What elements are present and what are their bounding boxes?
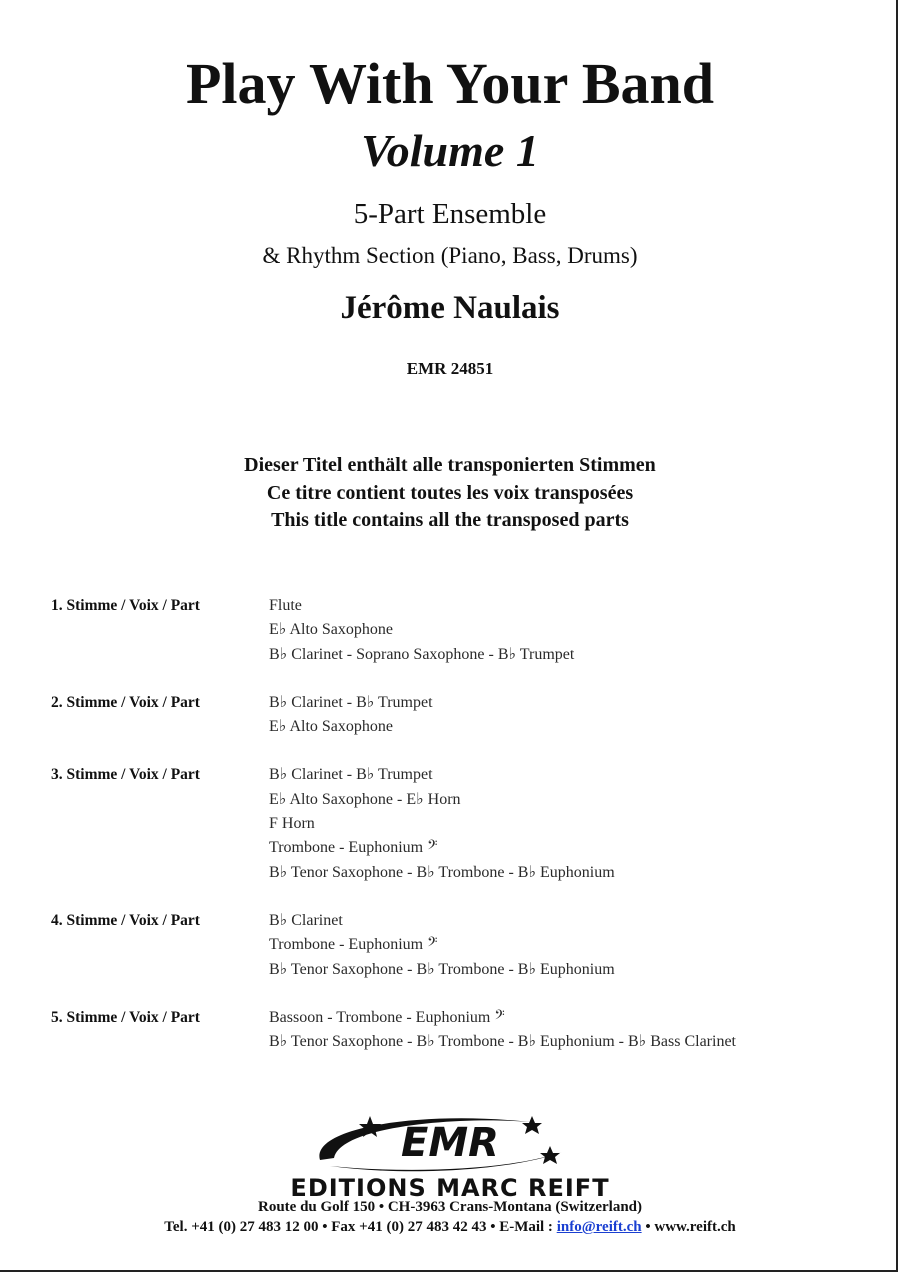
instrument-line: E♭ Alto Saxophone - E♭ Horn: [269, 790, 461, 808]
contact-phone-fax: Tel. +41 (0) 27 483 12 00 • Fax +41 (0) 27 483 42 43 • E-Mail :: [164, 1219, 557, 1235]
publisher-address: Route du Golf 150 • CH-3963 Crans-Montana (Switzerland): [258, 1199, 642, 1215]
contact-website: • www.reift.ch: [641, 1219, 736, 1235]
emr-logo: [300, 1108, 600, 1178]
instrument-line: B♭ Clarinet - B♭ Trumpet: [269, 693, 433, 711]
instrument-line: Trombone - Euphonium 𝄢: [269, 936, 438, 954]
star-icon: [522, 1116, 542, 1134]
part-group: [51, 763, 871, 884]
instrument-list: [269, 763, 615, 884]
instrument-list: [269, 691, 433, 740]
part-label: 3. Stimme / Voix / Part: [51, 766, 200, 784]
catalog-number: EMR 24851: [406, 359, 494, 378]
publisher-name-text: EDITIONS MARC REIFT: [290, 1174, 610, 1202]
parts-list: [51, 594, 871, 1078]
rhythm-section-line: & Rhythm Section (Piano, Bass, Drums): [262, 243, 638, 268]
instrument-line: Bassoon - Trombone - Euphonium 𝄢: [269, 1008, 505, 1026]
instrument-list: [269, 909, 615, 982]
instrument-line: B♭ Clarinet - Soprano Saxophone - B♭ Trumpet: [269, 645, 575, 663]
instrument-line: B♭ Tenor Saxophone - B♭ Trombone - B♭ Euphonium - B♭ Bass Clarinet: [269, 1033, 736, 1051]
instrument-line: E♭ Alto Saxophone: [269, 718, 393, 736]
email-link[interactable]: info@reift.ch: [556, 1219, 642, 1235]
instrument-line: F Horn: [269, 815, 315, 833]
notice-german: Dieser Titel enthält alle transponierten Stimmen: [244, 454, 656, 476]
part-label: 5. Stimme / Voix / Part: [51, 1008, 200, 1026]
part-label: 1. Stimme / Voix / Part: [51, 597, 200, 614]
notice-english: This title contains all the transposed parts: [271, 509, 629, 531]
instrument-list: [269, 594, 574, 667]
page-title: Play With Your Band: [185, 51, 715, 116]
notice-french: Ce titre contient toutes les voix transposées: [266, 481, 634, 504]
ensemble-line: 5-Part Ensemble: [353, 198, 547, 230]
volume-subtitle: Volume 1: [361, 125, 539, 176]
emr-logo-graphic: [300, 1108, 600, 1178]
instrument-line: Flute: [269, 597, 302, 614]
publisher-contact: [0, 1219, 900, 1236]
logo-text: EMR: [401, 1120, 499, 1166]
part-group: [51, 594, 871, 667]
composer-name: Jérôme Naulais: [340, 290, 560, 326]
instrument-line: E♭ Alto Saxophone: [269, 621, 393, 639]
instrument-line: B♭ Tenor Saxophone - B♭ Trombone - B♭ Euphonium: [269, 960, 615, 978]
part-group: [51, 1006, 871, 1055]
instrument-line: B♭ Clarinet: [269, 911, 343, 929]
instrument-line: B♭ Tenor Saxophone - B♭ Trombone - B♭ Euphonium: [269, 863, 615, 881]
instrument-list: [269, 1006, 736, 1055]
transposition-notice: [0, 452, 900, 535]
instrument-line: Trombone - Euphonium 𝄢: [269, 839, 438, 857]
part-group: [51, 909, 871, 982]
part-label: 2. Stimme / Voix / Part: [51, 693, 200, 711]
star-icon: [540, 1146, 560, 1164]
instrument-line: B♭ Clarinet - B♭ Trumpet: [269, 766, 433, 784]
part-label: 4. Stimme / Voix / Part: [51, 911, 200, 929]
publisher-name: [0, 1174, 900, 1202]
part-group: [51, 691, 871, 740]
